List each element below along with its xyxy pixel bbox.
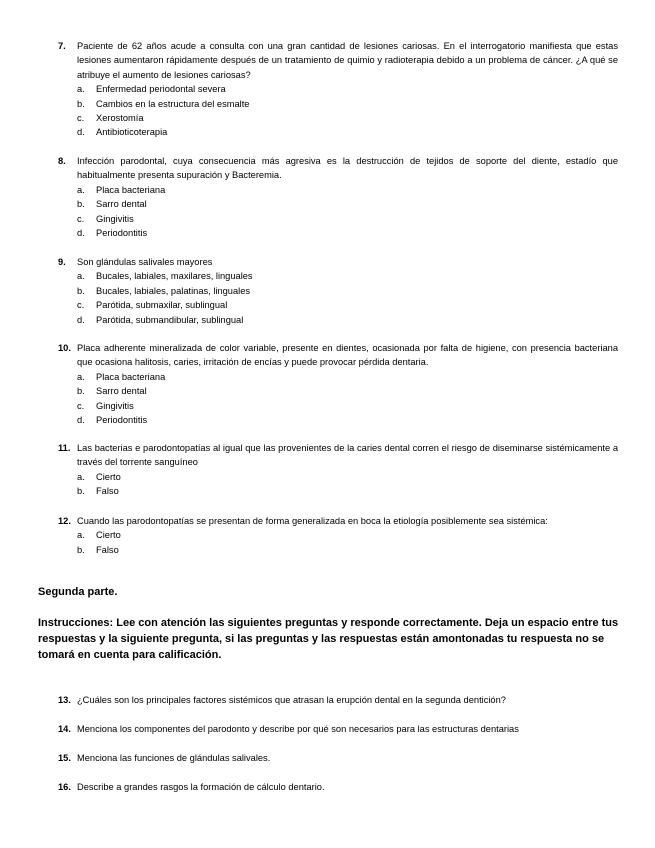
option-text: Parótida, submandibular, sublingual <box>96 314 244 325</box>
option-list <box>58 82 618 140</box>
option-letter: d. <box>77 414 85 425</box>
option-text: Periodontitis <box>96 414 148 425</box>
option-list <box>58 269 618 327</box>
question-text: Las bacterias e parodontopatías al igual que las provenientes de la caries dental corren el riesgo de diseminarse sistémicamente a través del torrente sanguíneo <box>77 443 618 468</box>
option-letter: b. <box>77 386 85 397</box>
option-c[interactable] <box>77 399 618 413</box>
question-text: ¿Cuáles son los principales factores sistémicos que atrasan la erupción dental en la segunda dentición? <box>77 695 506 705</box>
question-number: 8. <box>58 156 66 166</box>
option-d[interactable] <box>77 125 618 139</box>
question-12 <box>58 514 618 557</box>
option-text: Sarro dental <box>96 386 147 397</box>
option-text: Gingivitis <box>96 400 134 411</box>
option-b[interactable] <box>77 97 618 111</box>
option-text: Periodontitis <box>96 227 148 238</box>
option-letter: d. <box>77 314 85 325</box>
option-letter: a. <box>77 84 85 95</box>
option-text: Placa bacteriana <box>96 371 166 382</box>
question-9 <box>58 255 618 327</box>
option-a[interactable] <box>77 269 618 283</box>
instructions-text: Lee con atención las siguientes preguntas y responde correctamente. Deja un espacio entre tus respuestas y la siguiente pregunta, si las preguntas y las respuestas están amontonadas tu respuesta no se tomará en cuenta para calificación. <box>38 617 619 661</box>
option-letter: b. <box>77 98 85 109</box>
option-a[interactable] <box>77 370 618 384</box>
option-d[interactable] <box>77 313 618 327</box>
option-text: Antibioticoterapia <box>96 127 168 138</box>
option-letter: b. <box>77 199 85 210</box>
question-text: Menciona los componentes del parodonto y describe por qué son necesarios para las estructuras dentarias <box>77 724 519 734</box>
option-letter: c. <box>77 213 85 224</box>
option-letter: a. <box>77 184 85 195</box>
question-text: Paciente de 62 años acude a consulta con una gran cantidad de lesiones cariosas. En el interrogatorio manifiesta que estas lesiones aumentaron rápidamente después de un tratamiento de quimio y radioterapia debido a un problema de cáncer. ¿A qué se atribuye el aumento de lesiones cariosas? <box>77 41 618 80</box>
option-b[interactable] <box>77 197 618 211</box>
question-10 <box>58 341 618 427</box>
option-text: Parótida, submaxilar, sublingual <box>96 300 228 311</box>
option-text: Falso <box>96 486 119 497</box>
option-list <box>58 528 618 557</box>
question-text: Cuando las parodontopatías se presentan de forma generalizada en boca la etiología posiblemente sea sistémica: <box>77 516 548 526</box>
option-text: Cierto <box>96 530 121 541</box>
open-question-14 <box>58 722 638 736</box>
question-number: 15. <box>58 753 71 763</box>
option-letter: a. <box>77 530 85 541</box>
option-letter: a. <box>77 271 85 282</box>
question-number: 16. <box>58 782 71 792</box>
question-text: Describe a grandes rasgos la formación de cálculo dentario. <box>77 782 325 792</box>
question-number: 13. <box>58 695 71 705</box>
question-text: Infección parodontal, cuya consecuencia más agresiva es la destrucción de tejidos de soporte del diente, estadío que habitualmente presenta supuración y Bacteremia. <box>77 156 618 181</box>
option-letter: a. <box>77 371 85 382</box>
question-number: 10. <box>58 343 71 353</box>
option-text: Xerostomía <box>96 113 144 123</box>
option-letter: c. <box>77 400 85 411</box>
option-letter: b. <box>77 285 85 296</box>
question-number: 9. <box>58 257 66 267</box>
option-c[interactable] <box>77 111 618 125</box>
option-text: Sarro dental <box>96 199 147 210</box>
open-question-13 <box>58 693 638 707</box>
question-number: 11. <box>58 443 71 453</box>
option-c[interactable] <box>77 212 618 226</box>
option-letter: d. <box>77 127 85 138</box>
option-list <box>58 470 618 499</box>
option-text: Enfermedad periodontal severa <box>96 84 226 95</box>
option-d[interactable] <box>77 226 618 240</box>
option-text: Falso <box>96 544 119 555</box>
question-number: 7. <box>58 41 66 51</box>
option-text: Placa bacteriana <box>96 184 166 195</box>
option-a[interactable] <box>77 82 618 96</box>
option-b[interactable] <box>77 284 618 298</box>
option-text: Cambios en la estructura del esmalte <box>96 98 250 109</box>
instructions <box>38 615 623 663</box>
option-letter: b. <box>77 544 85 555</box>
question-text: Placa adherente mineralizada de color variable, presente en dientes, ocasionada por falta de higiene, con presencia bacteriana que ocasiona halitosis, caries, irritación de encías y puede provocar pérdida dentaria. <box>77 343 618 368</box>
option-letter: c. <box>77 113 85 123</box>
option-b[interactable] <box>77 384 618 398</box>
option-a[interactable] <box>77 470 618 484</box>
open-question-16 <box>58 780 638 794</box>
question-7 <box>58 39 618 140</box>
option-a[interactable] <box>77 183 618 197</box>
option-text: Gingivitis <box>96 213 134 224</box>
option-b[interactable] <box>77 543 618 557</box>
option-a[interactable] <box>77 528 618 542</box>
question-11 <box>58 441 618 499</box>
option-b[interactable] <box>77 484 618 498</box>
section-title: Segunda parte. <box>38 586 118 598</box>
option-text: Cierto <box>96 471 121 482</box>
option-letter: d. <box>77 227 85 238</box>
option-text: Bucales, labiales, maxilares, linguales <box>96 271 253 282</box>
option-letter: a. <box>77 471 85 482</box>
option-letter: c. <box>77 300 85 311</box>
option-list <box>58 183 618 241</box>
option-list <box>58 370 618 428</box>
question-number: 12. <box>58 516 71 526</box>
option-c[interactable] <box>77 298 618 312</box>
option-d[interactable] <box>77 413 618 427</box>
question-text: Menciona las funciones de glándulas salivales. <box>77 753 271 763</box>
question-text: Son glándulas salivales mayores <box>77 257 213 267</box>
instructions-label: Instrucciones: <box>38 617 114 629</box>
option-letter: b. <box>77 486 85 497</box>
option-text: Bucales, labiales, palatinas, linguales <box>96 285 251 296</box>
question-number: 14. <box>58 724 71 734</box>
question-8 <box>58 154 618 240</box>
open-question-15 <box>58 751 638 765</box>
